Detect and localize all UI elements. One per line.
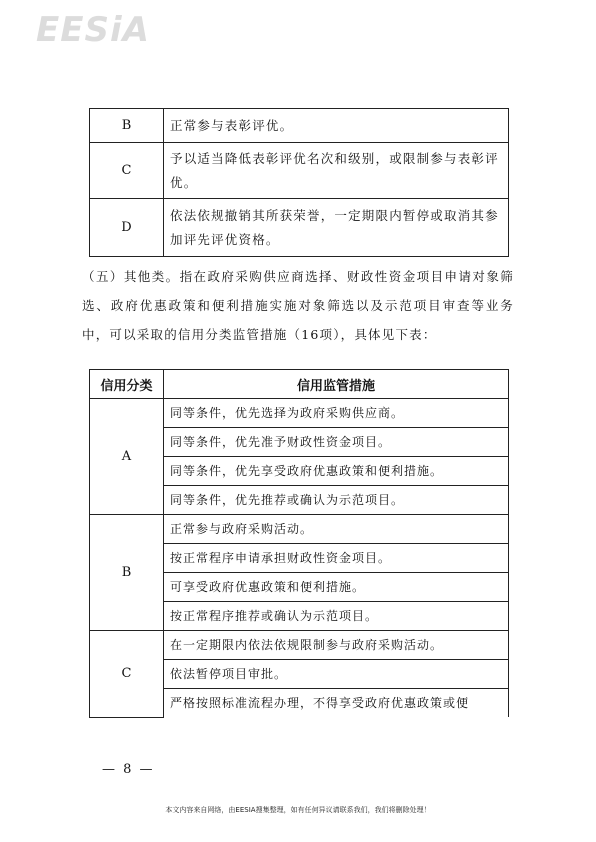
table-row — [90, 515, 509, 544]
table-row — [90, 199, 509, 257]
measure-cell: 同等条件，优先选择为政府采购供应商。 — [164, 399, 509, 428]
measure-cell: 按正常程序推荐或确认为示范项目。 — [164, 602, 509, 631]
credit-table-honors — [89, 108, 509, 257]
measure-cell: 在一定期限内依法依规限制参与政府采购活动。 — [164, 631, 509, 660]
measure-cell: 予以适当降低表彰评优名次和级别，或限制参与表彰评优。 — [164, 143, 509, 199]
table-row — [90, 631, 509, 660]
table-row — [90, 143, 509, 199]
column-header-category: 信用分类 — [90, 370, 164, 399]
table-header-row — [90, 370, 509, 399]
measure-cell: 依法暂停项目审批。 — [164, 660, 509, 689]
table-row — [90, 109, 509, 143]
measure-cell: 可享受政府优惠政策和便利措施。 — [164, 573, 509, 602]
table-row — [90, 399, 509, 428]
measure-cell: 同等条件，优先推荐或确认为示范项目。 — [164, 486, 509, 515]
measure-cell: 正常参与政府采购活动。 — [164, 515, 509, 544]
measure-cell: 依法依规撤销其所获荣誉，一定期限内暂停或取消其参加评先评优资格。 — [164, 199, 509, 257]
page-number: — 8 — — [102, 762, 155, 777]
measure-cell: 按正常程序申请承担财政性资金项目。 — [164, 544, 509, 573]
measure-cell: 严格按照标准流程办理，不得享受政府优惠政策或便 — [164, 689, 509, 718]
credit-category-cell: D — [90, 199, 164, 257]
section-paragraph-other-category: （五）其他类。指在政府采购供应商选择、财政性资金项目申请对象筛选、政府优惠政策和便利措施实施对象筛选以及示范项目审查等业务中，可以采取的信用分类监管措施（16项），具体见下表： — [82, 269, 514, 342]
credit-category-cell: B — [90, 109, 164, 143]
credit-category-cell: A — [90, 399, 164, 515]
measure-cell: 正常参与表彰评优。 — [164, 109, 509, 143]
footer-disclaimer: 本文内容来自网络，由EESIA搜集整理，如有任何异议请联系我们，我们将删除处理！ — [165, 806, 431, 814]
credit-category-cell: C — [90, 631, 164, 718]
measure-cell: 同等条件，优先享受政府优惠政策和便利措施。 — [164, 457, 509, 486]
column-header-measures: 信用监管措施 — [164, 370, 509, 399]
measure-cell: 同等条件，优先准予财政性资金项目。 — [164, 428, 509, 457]
credit-table-other — [89, 369, 509, 718]
eesia-watermark-logo: EESiA — [36, 10, 150, 50]
credit-category-cell: B — [90, 515, 164, 631]
credit-category-cell: C — [90, 143, 164, 199]
